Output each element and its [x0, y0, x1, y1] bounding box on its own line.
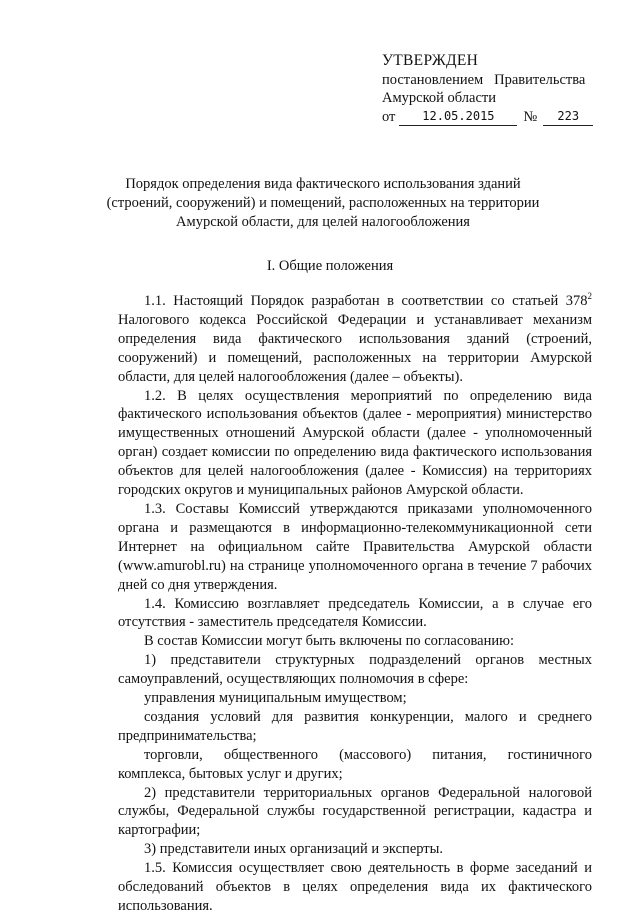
approval-number-label: №	[523, 108, 538, 125]
approval-number: 223	[543, 108, 593, 127]
paragraph-1-3: 1.3. Составы Комиссий утверждаются приказами уполномоченного органа и размещаются в информационно-телекоммуникационной сети Интернет на официальном сайте Правительства Амурской области (www.amurobl.ru) на странице уполномоченного органа в течение 7 рабочих дней со дня утверждения.	[118, 500, 592, 593]
document-title: Порядок определения вида фактического использования зданий (строений, сооружений) и помещений, расположенных на территории Амурской области, для целей налогообложения	[106, 176, 540, 230]
p1-text-b: Налогового кодекса Российской Федерации и устанавливает механизм определения вида фактического использования зданий (строений, сооружений) и помещений, расположенных на территории Амурской области, для целей налогообложения (далее – объекты).	[118, 311, 592, 385]
approval-date: 12.05.2015	[399, 108, 517, 127]
paragraph-composition: В состав Комиссии могут быть включены по согласованию:	[144, 633, 514, 650]
paragraph-1-1	[118, 292, 592, 387]
paragraph-item-2: 2) представители территориальных органов Федеральной налоговой службы, Федеральной службы государственной регистрации, кадастра и картографии;	[118, 784, 592, 839]
approval-title: УТВЕРЖДЕН	[382, 52, 479, 69]
approval-line-2: постановлением Правительства	[382, 71, 586, 88]
paragraph-1-5: 1.5. Комиссия осуществляет свою деятельность в форме заседаний и обследований объектов в целях определения вида их фактического использования.	[118, 860, 592, 914]
paragraph-item-1: 1) представители структурных подразделений органов местных самоуправлений, осуществляющих полномочия в сфере:	[118, 652, 592, 688]
paragraph-item-3: 3) представители иных организаций и эксперты.	[144, 841, 444, 858]
paragraph-item-trade: торговли, общественного (массового) питания, гостиничного комплекса, бытовых услуг и других;	[118, 746, 592, 782]
paragraph-1-2: 1.2. В целях осуществления мероприятий по определению вида фактического использования объектов (далее - мероприятия) министерство имущественных отношений Амурской области (далее - уполномоченный орган) создает комиссии по определению вида фактического использования объектов для целей налогообложения (далее - Комиссия) на территориях городских округов и муниципальных районов Амурской области.	[118, 387, 592, 499]
paragraph-item-competition: создания условий для развития конкуренции, малого и среднего предпринимательства;	[118, 708, 592, 744]
paragraph-item-municipal: управления муниципальным имуществом;	[144, 690, 407, 707]
p1-text-a: 1.1. Настоящий Порядок разработан в соответствии со статьей 378	[144, 293, 588, 309]
approval-stamp	[382, 52, 593, 126]
paragraph-1-4: 1.4. Комиссию возглавляет председатель Комиссии, а в случае его отсутствия - заместитель председателя Комиссии.	[118, 595, 592, 631]
section-heading: I. Общие положения	[266, 258, 394, 274]
approval-from-label: от	[382, 108, 396, 125]
document-body	[118, 292, 592, 916]
p1-superscript: 2	[587, 291, 592, 302]
approval-date-row	[382, 108, 593, 127]
approval-line-3: Амурской области	[382, 90, 496, 106]
